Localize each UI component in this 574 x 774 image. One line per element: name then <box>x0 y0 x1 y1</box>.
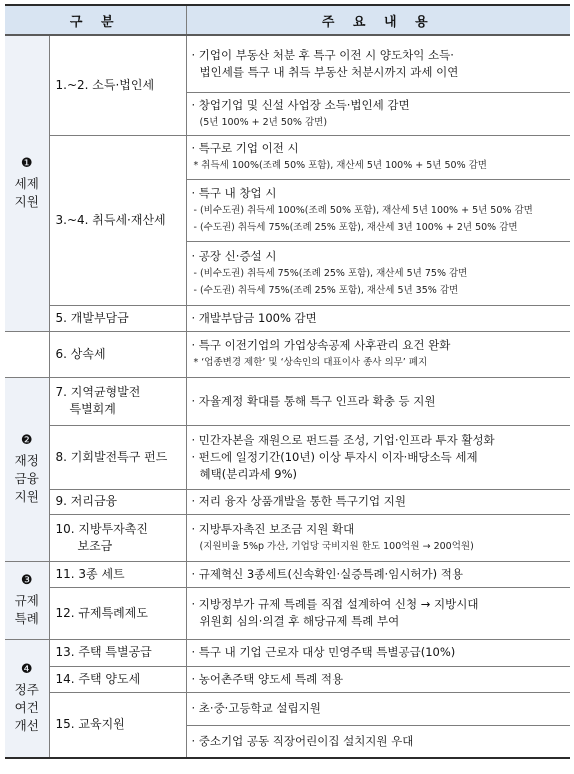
content-cell: · 자율계정 확대를 통해 특구 인프라 확충 등 지원 <box>186 377 570 425</box>
item-label: 12. 규제특례제도 <box>49 587 186 639</box>
item-label: 15. 교육지원 <box>49 692 186 758</box>
table-row <box>5 377 570 425</box>
group-number: ❹ <box>20 662 33 678</box>
item-label: 13. 주택 특별공급 <box>49 639 186 666</box>
item-label: 14. 주택 양도세 <box>49 666 186 692</box>
table-row <box>5 35 570 92</box>
table-row <box>5 692 570 725</box>
group-living-conditions: ❹ 정주 여건 개선 <box>5 639 49 758</box>
content-cell: · 개발부담금 100% 감면 <box>186 305 570 331</box>
content-cell: · 특구 내 기업 근로자 대상 민영주택 특별공급(10%) <box>186 639 570 666</box>
item-label: 9. 저리금융 <box>49 489 186 514</box>
table-row <box>5 514 570 561</box>
item-label: 8. 기회발전특구 펀드 <box>49 425 186 489</box>
table-row <box>5 425 570 489</box>
item-label: 1.~2. 소득·법인세 <box>49 35 186 135</box>
table-row <box>5 135 570 179</box>
content-cell: · 창업기업 및 신설 사업장 소득·법인세 감면 (5년 100% + 2년 50% 감면) <box>186 92 570 135</box>
table-row <box>5 331 570 377</box>
header-category: 구 분 <box>5 5 186 35</box>
table-row <box>5 666 570 692</box>
group-number: ❶ <box>20 156 33 172</box>
content-cell: · 저리 융자 상품개발을 통한 특구기업 지원 <box>186 489 570 514</box>
content-cell: · 특구로 기업 이전 시 * 취득세 100%(조례 50% 포함), 재산세 5년 100% + 5년 50% 감면 <box>186 135 570 179</box>
group-finance-support: ❷ 재정 금융 지원 <box>5 377 49 561</box>
item-label: 7. 지역균형발전 특별회계 <box>49 377 186 425</box>
item-label: 10. 지방투자촉진 보조금 <box>49 514 186 561</box>
content-cell: · 공장 신·증설 시 - (비수도권) 취득세 75%(조례 25% 포함), 재산세 5년 75% 감면 - (수도권) 취득세 75%(조례 25% 포함), 재산세 5년 35% 감면 <box>186 241 570 305</box>
content-cell: · 특구 내 창업 시 - (비수도권) 취득세 100%(조례 50% 포함), 재산세 5년 100% + 5년 50% 감면 - (수도권) 취득세 75%(조례 25% 포함), 재산세 3년 100% + 2년 50% 감면 <box>186 179 570 241</box>
item-label: 11. 3종 세트 <box>49 561 186 587</box>
item-label: 6. 상속세 <box>49 331 186 377</box>
table-row <box>5 305 570 331</box>
content-cell: · 중소기업 공동 직장어린이집 설치지원 우대 <box>186 725 570 758</box>
content-cell: · 민간자본을 재원으로 펀드를 조성, 기업·인프라 투자 활성화 · 펀드에 일정기간(10년) 이상 투자시 이자·배당소득 세제 혜택(분리과세 9%) <box>186 425 570 489</box>
table-row <box>5 489 570 514</box>
group-number: ❸ <box>20 573 33 588</box>
content-cell: · 초·중·고등학교 설립지원 <box>186 692 570 725</box>
content-cell: · 기업이 부동산 처분 후 특구 이전 시 양도차익 소득· 법인세를 특구 내 취득 부동산 처분시까지 과세 이연 <box>186 35 570 92</box>
content-cell: · 규제혁신 3종세트(신속확인·실증특례·임시허가) 적용 <box>186 561 570 587</box>
table-header-row <box>5 5 570 35</box>
group-tax-support: ❶ 세제 지원 <box>5 35 49 331</box>
content-cell: · 지방정부가 규제 특례를 직접 설계하여 신청 → 지방시대 위원회 심의·의결 후 해당규제 특례 부여 <box>186 587 570 639</box>
group-regulatory-special: ❸ 규제 특례 <box>5 561 49 639</box>
content-cell: · 특구 이전기업의 가업상속공제 사후관리 요건 완화 * ‘업종변경 제한’ 및 ‘상속인의 대표이사 종사 의무’ 폐지 <box>186 331 570 377</box>
table-row <box>5 639 570 666</box>
group-tax-support-cont <box>5 331 49 377</box>
item-label: 5. 개발부담금 <box>49 305 186 331</box>
header-content: 주 요 내 용 <box>186 5 570 35</box>
item-label: 3.~4. 취득세·재산세 <box>49 135 186 305</box>
group-number: ❷ <box>20 433 33 448</box>
table-row <box>5 587 570 639</box>
content-cell: · 농어촌주택 양도세 특례 적용 <box>186 666 570 692</box>
table-row <box>5 561 570 587</box>
content-cell: · 지방투자촉진 보조금 지원 확대 (지원비율 5%p 가산, 기업당 국비지원 한도 100억원 → 200억원) <box>186 514 570 561</box>
incentive-table <box>5 4 570 759</box>
